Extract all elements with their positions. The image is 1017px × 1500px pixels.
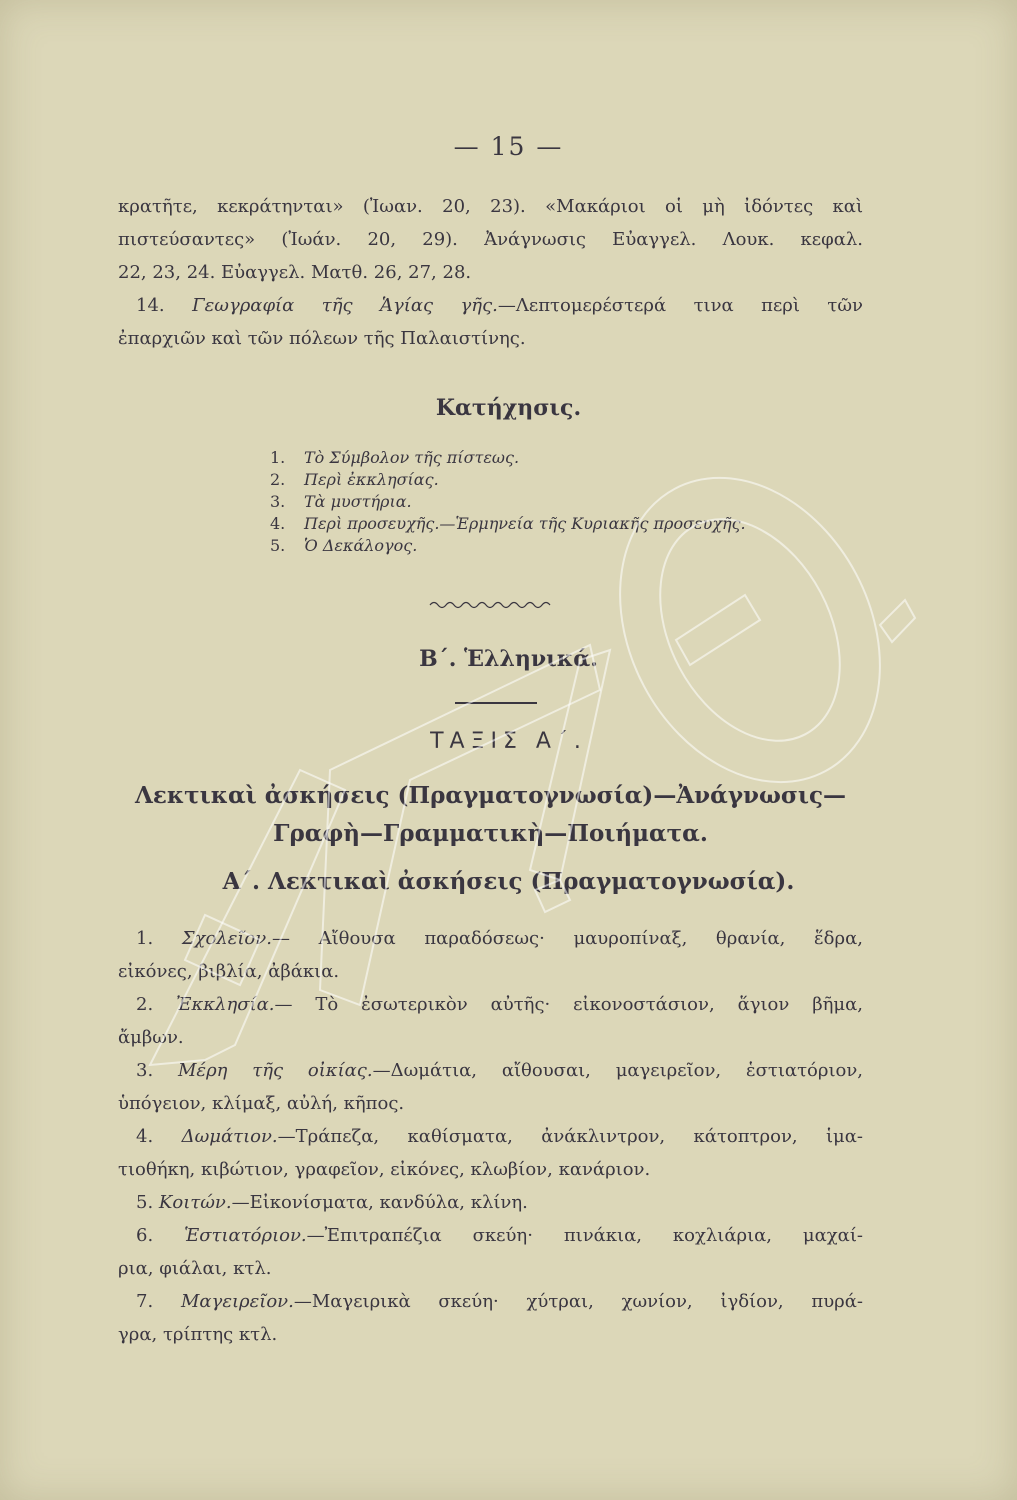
exercise-item: 6. Ἑστιατόριον.—Ἐπιτραπέζια σκεύη· πινάκια, κοχλιάρια, μαχαί- ρια, φιάλαι, κτλ.: [118, 1225, 863, 1279]
subjects-line-1: Λεκτικαὶ ἀσκήσεις (Πραγματογνωσία)—Ἀνάγνωσις—: [135, 782, 846, 809]
class-label: ΤΑΞΙΣ Α΄.: [430, 729, 587, 754]
catechism-item: 5. Ὁ Δεκάλογος.: [270, 536, 418, 555]
subjects-line-2: Γραφὴ—Γραμματικὴ—Ποιήματα.: [273, 820, 708, 847]
subjects-heading: [118, 777, 863, 853]
item-14-number: 14.: [136, 295, 165, 316]
catechism-item: 2. Περὶ ἐκκλησίας.: [270, 470, 439, 489]
intro-line-2: πιστεύσαντες» (Ἰωάν. 20, 29). Ἀνάγνωσις Εὐαγγελ. Λουκ. κεφαλ.: [118, 229, 863, 250]
catechism-list: [270, 447, 746, 557]
intro-line-3: 22, 23, 24. Εὐαγγελ. Ματθ. 26, 27, 28.: [118, 262, 472, 283]
subsection-a-heading: Α΄. Λεκτικαὶ ἀσκήσεις (Πραγματογνωσία).: [222, 868, 795, 895]
exercises-list: [118, 922, 863, 1351]
exercise-item: 1. Σχολεῖον.— Αἴθουσα παραδόσεως· μαυροπίναξ, θρανία, ἕδρα, εἰκόνες, βιβλία, ἀβάκια.: [118, 928, 863, 982]
item-14-rest: —Λεπτομερέστερά τινα περὶ τῶν: [497, 295, 863, 316]
catechism-item: 1. Τὸ Σύμβολον τῆς πίστεως.: [270, 448, 520, 467]
item-14: [118, 289, 863, 355]
wavy-separator: [428, 598, 558, 612]
catechism-item: 3. Τὰ μυστήρια.: [270, 492, 412, 511]
item-14-title: Γεωγραφία τῆς Ἁγίας γῆς.: [192, 295, 498, 316]
section-b-heading: Β΄. Ἑλληνικά.: [419, 646, 598, 672]
exercise-item: 2. Ἐκκλησία.— Τὸ ἐσωτερικὸν αὐτῆς· εἰκονοστάσιον, ἅγιον βῆμα, ἄμβων.: [118, 994, 863, 1048]
section-rule: [455, 702, 537, 704]
exercise-item: 3. Μέρη τῆς οἰκίας.—Δωμάτια, αἴθουσαι, μαγειρεῖον, ἑστιατόριον, ὑπόγειον, κλίμαξ, αὐλή, κῆπος.: [118, 1060, 864, 1114]
catechism-item: 4. Περὶ προσευχῆς.—Ἑρμηνεία τῆς Κυριακῆς προσευχῆς.: [270, 514, 746, 533]
intro-line-1: κρατῆτε, κεκράτηνται» (Ἰωαν. 20, 23). «Μακάριοι οἱ μὴ ἰδόντες καὶ: [118, 196, 863, 217]
exercise-item: 7. Μαγειρεῖον.—Μαγειρικὰ σκεύη· χύτραι, χωνίον, ἰγδίον, πυρά- γρα, τρίπτης κτλ.: [118, 1291, 863, 1345]
exercise-item: 5. Κοιτών.—Εἰκονίσματα, κανδύλα, κλίνη.: [136, 1192, 528, 1213]
exercise-item: 4. Δωμάτιον.—Τράπεζα, καθίσματα, ἀνάκλιντρον, κάτοπτρον, ἱμα- τιοθήκη, κιβώτιον, γραφεῖον, εἰκόνες, κλωβίον, κανάριον.: [118, 1126, 863, 1180]
page-number: — 15 —: [453, 132, 564, 161]
catechism-heading: Κατήχησις.: [435, 395, 582, 421]
item-14-line-2: ἐπαρχιῶν καὶ τῶν πόλεων τῆς Παλαιστίνης.: [118, 328, 526, 349]
intro-paragraph: [118, 190, 863, 289]
